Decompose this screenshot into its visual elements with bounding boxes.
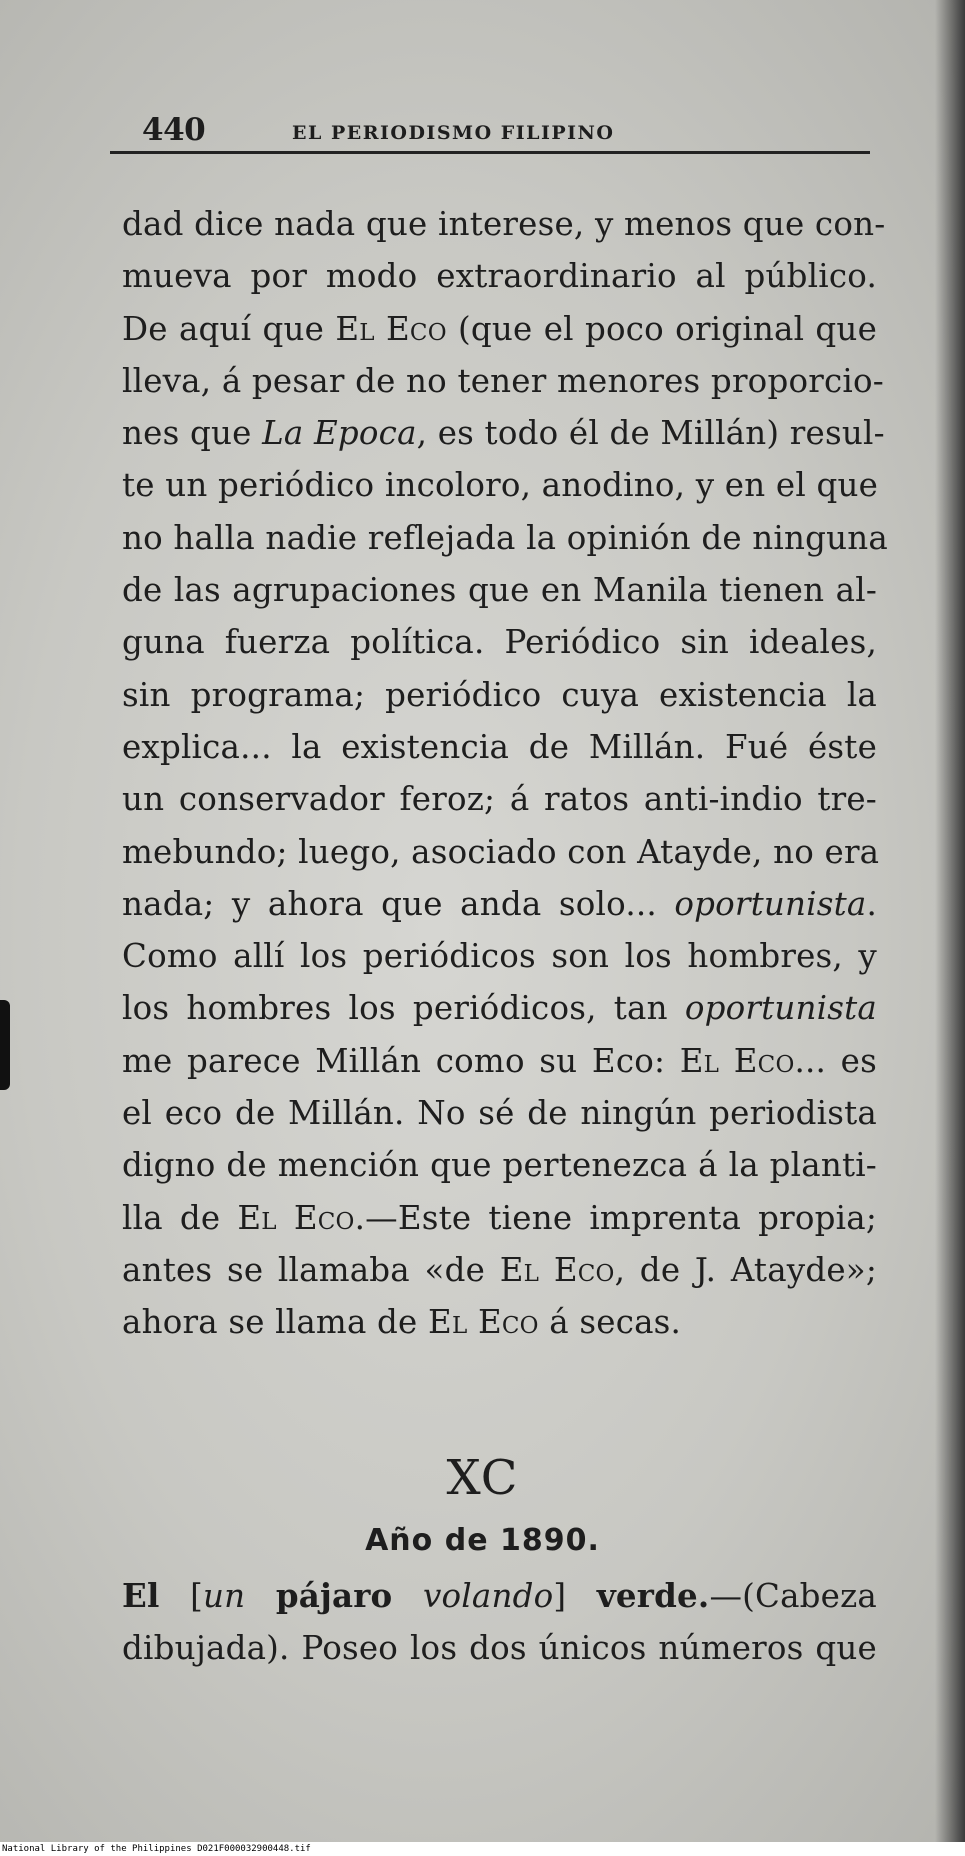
text-line: guna fuerza política. Periódico sin ideales, (122, 623, 877, 662)
text-line: no halla nadie reflejada la opinión de ninguna (122, 518, 888, 557)
text-line: dad dice nada que interese, y menos que con- (122, 205, 886, 243)
text-line: nada; y ahora que anda solo... oportunista. (122, 884, 877, 923)
section-heading: Año de 1890. (365, 1523, 600, 1558)
text-line: De aquí que El Eco (que el poco original que (122, 309, 877, 348)
binding-mark (0, 1000, 10, 1090)
text-line: Como allí los periódicos son los hombres, y (122, 937, 877, 976)
text-line: ahora se llama de El Eco á secas. (122, 1303, 682, 1342)
text-line: un conservador feroz; á ratos anti-indio tre- (122, 780, 877, 819)
entry-text (122, 1570, 877, 1675)
scan-credit: National Library of the Philippines D021F000032900448.tif (0, 1842, 965, 1856)
text-line: lla de El Eco.—Este tiene imprenta propia; (122, 1198, 877, 1237)
text-line: el eco de Millán. No sé de ningún periodista (122, 1094, 877, 1133)
text-line: antes se llamaba «de El Eco, de J. Atayde»; (122, 1250, 877, 1289)
text-line: me parece Millán como su Eco: El Eco... es (122, 1041, 877, 1080)
entry-line: El [un pájaro volando] verde.—(Cabeza (122, 1576, 878, 1615)
text-line: de las agrupaciones que en Manila tienen al- (122, 571, 877, 610)
running-title: EL PERIODISMO FILIPINO (292, 122, 615, 144)
page-number: 440 (142, 112, 206, 148)
text-line: digno de mención que pertenezca á la planti- (122, 1146, 877, 1185)
text-line: lleva, á pesar de no tener menores proporcio- (122, 361, 884, 400)
section-number: XC (446, 1450, 519, 1506)
text-line: mebundo; luego, asociado con Atayde, no era (122, 832, 880, 871)
body-text (122, 198, 888, 1349)
header-rule (110, 151, 870, 154)
text-line: sin programa; periódico cuya existencia la (122, 675, 877, 714)
text-line: los hombres los periódicos, tan oportunista (122, 989, 877, 1028)
page-edge-shadow (935, 0, 965, 1856)
text-line: nes que La Epoca, es todo él de Millán) resul- (122, 414, 885, 453)
text-line: explica... la existencia de Millán. Fué éste (122, 727, 877, 766)
text-line: mueva por modo extraordinario al público. (122, 257, 877, 296)
text-line: te un periódico incoloro, anodino, y en el que (122, 466, 879, 505)
entry-line: dibujada). Poseo los dos únicos números que (122, 1629, 877, 1668)
